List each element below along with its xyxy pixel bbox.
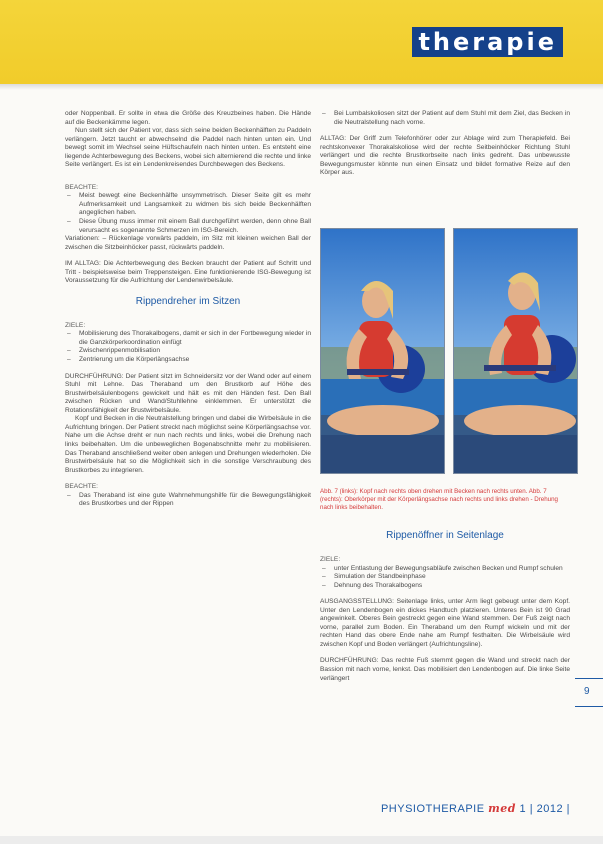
beachte-list <box>65 192 311 235</box>
paragraph: IM ALLTAG: Die Achterbewegung des Becken braucht der Patient auf Schritt und Tritt - beispielsweise beim Treppensteigen. Eine funktionierende ISG-Bewegung ist Voraussetzung für die Aufrichtung der Lendenwirbelsäule. <box>65 260 311 285</box>
beachte-label: BEACHTE: <box>65 483 98 491</box>
list-item: – Zentrierung um die Körperlängsachse <box>65 356 311 365</box>
list-item: – Dehnung des Thorakalbogens <box>320 582 570 591</box>
exercise-photo-left <box>320 228 445 474</box>
page-number-tab <box>575 676 603 710</box>
paragraph: Nun stellt sich der Patient vor, dass sich seine beiden Beckenhälften zu Paddeln verlängern. Jetzt taucht er abwechselnd die Paddel nach hinten unten ein. Und bewegt somit im Wechsel seine Hüftschaufeln nach hinten unten. Es entsteht eine liegende Achterbewegung des Beckens, wobei sich alternierend die rechte und linke Seite verlängert. Es ist ein Lendenkreisendes Durchbewegen des Beckens. <box>65 127 311 169</box>
page-number: 9 <box>584 686 590 697</box>
ziele-list <box>320 565 570 591</box>
list-item: – Mobilisierung des Thorakalbogens, damit er sich in der Fortbewegung wieder in die Ganzkörperkoordination einfügt <box>65 330 311 347</box>
paragraph: oder Noppenball. Er sollte in etwa die Größe des Kreuzbeines haben. Die Hände auf die Beckenkämme legen. <box>65 110 311 126</box>
paragraph: DURCHFÜHRUNG: Das rechte Fuß stemmt gegen die Wand und streckt nach der Bassion mit nach vorne, lenkst. Das mobilisiert den Lendenbogen auf. Die linke Seite verlängert <box>320 657 570 682</box>
ziele-label: ZIELE: <box>65 321 86 329</box>
journal-name: PHYSIOTHERAPIE <box>380 803 485 815</box>
right-column-lower <box>320 482 570 683</box>
section-title: therapie <box>412 27 563 57</box>
paragraph: Kopf und Becken in die Neutralstellung bringen und dabei die Wirbelsäule in die Aufrichtung bringen. Der Patient streckt nach möglichst seine Körperlängsachse vor. Nahe um die Achse dreht er nun nach rechts und links, wobei die Drehung nach links beibehalten. Um die unbeweglichen Bogenabschnitte mehr zu mobilisieren. Das Theraband anschließend weiter oben anlegen und Drehungen wiederholen. Die Brustwirbelsäule hat so die Möglichkeit sich in die sonstige Verschraubung des Brustkorbes zu integrieren. <box>65 415 311 474</box>
journal-issue: 1 | 2012 | <box>519 803 570 815</box>
photo-pair <box>320 228 582 476</box>
beachte-list <box>65 492 311 509</box>
paragraph: Variationen: – Rückenlage vorwärts paddeln, im Sitz mit kleinen weichen Ball der zwischen die Sitzbeinhöcker passt, rückwärts paddeln. <box>65 235 311 251</box>
ziele-list <box>65 330 311 364</box>
photo-caption: Abb. 7 (links): Kopf nach rechts oben drehen mit Becken nach rechts unten. Abb. 7 (rechts): Oberkörper mit der Körperlängsachse nach rechts und links drehen - Drehung nach links beibehalten. <box>320 488 558 511</box>
footer-journal <box>381 802 570 815</box>
list-item: – Diese Übung muss immer mit einem Ball durchgeführt werden, denn ohne Ball verursacht es sogenannte Schmerzen im ISG-Bereich. <box>65 218 311 235</box>
left-column <box>65 110 311 509</box>
paragraph: AUSGANGSSTELLUNG: Seitenlage links, unter Arm liegt gebeugt unter dem Kopf. Unter den Lendenbogen ein dickes Handtuch platzieren. Unteres Bein ist 90 Grad angewinkelt. Oberes Bein gestreckt gegen eine Wand stemmen. Der Fuß zeigt nach vorne, parallel zum Boden. Ein Theraband um den Rumpf wickeln und mit der rechten Hand das obere Ende nahe am Rumpf festhalten. Die Wirbelsäule wird zwischen Kopf und Boden verlängert (Aufrichtungsline). <box>320 598 570 648</box>
list-item: – Simulation der Standbeinphase <box>320 573 570 582</box>
exercise-photo-right <box>453 228 578 474</box>
top-list <box>320 110 570 127</box>
right-column <box>320 110 570 178</box>
list-item: – Meist bewegt eine Beckenhälfte unsymmetrisch. Dieser Seite gilt es mehr Aufmerksamkeit und Langsamkeit zu widmen bis sich beide Beckenhälften angeglichen haben. <box>65 192 311 218</box>
section-heading: Rippendreher im Sitzen <box>135 295 241 307</box>
list-item: – unter Entlastung der Bewegungsabläufe zwischen Becken und Rumpf schulen <box>320 565 570 574</box>
ziele-label: ZIELE: <box>320 556 341 563</box>
header-shadow <box>0 84 603 90</box>
section-heading: Rippenöffner in Seitenlage <box>386 530 504 541</box>
bottom-band <box>0 836 603 844</box>
journal-med: med <box>488 802 516 815</box>
list-item: – Zwischenrippenmobilisation <box>65 347 311 356</box>
paragraph: DURCHFÜHRUNG: Der Patient sitzt im Schneidersitz vor der Wand oder auf einem Stuhl mit Lehne. Das Theraband um den Brustkorb auf Höhe des Brustwirbelsäulenbogens gewickelt und hält es mit den Händen fest. Den Ball zwischen Rücken und Wand/Stuhllehne einklemmen. Er unterstützt die Rotationsfähigkeit der Brustwirbelsäule. <box>65 372 311 414</box>
beachte-label: BEACHTE: <box>65 183 98 191</box>
list-item: – Das Theraband ist eine gute Wahrnehmungshilfe für die Bewegungsfähigkeit des Brustkorbes und der Rippen <box>65 492 311 509</box>
header-band <box>0 0 603 84</box>
paragraph: ALLTAG: Der Griff zum Telefonhörer oder zur Ablage wird zum Therapiefeld. Bei rechtskonvexer Thorakalskoliose wird der rechte Seitbeinhöcker Richtung Stuhl verlängert und die rechte Brustkorbseite nach links gedreht. Das unbewusste Bewegungsmuster könnte nun einen Einsatz und bildet formative Reize auf den Körper aus. <box>320 135 570 177</box>
list-item: – Bei Lumbalskoliosen sitzt der Patient auf dem Stuhl mit dem Ziel, das Becken in die Neutralstellung nach vorne. <box>320 110 570 127</box>
